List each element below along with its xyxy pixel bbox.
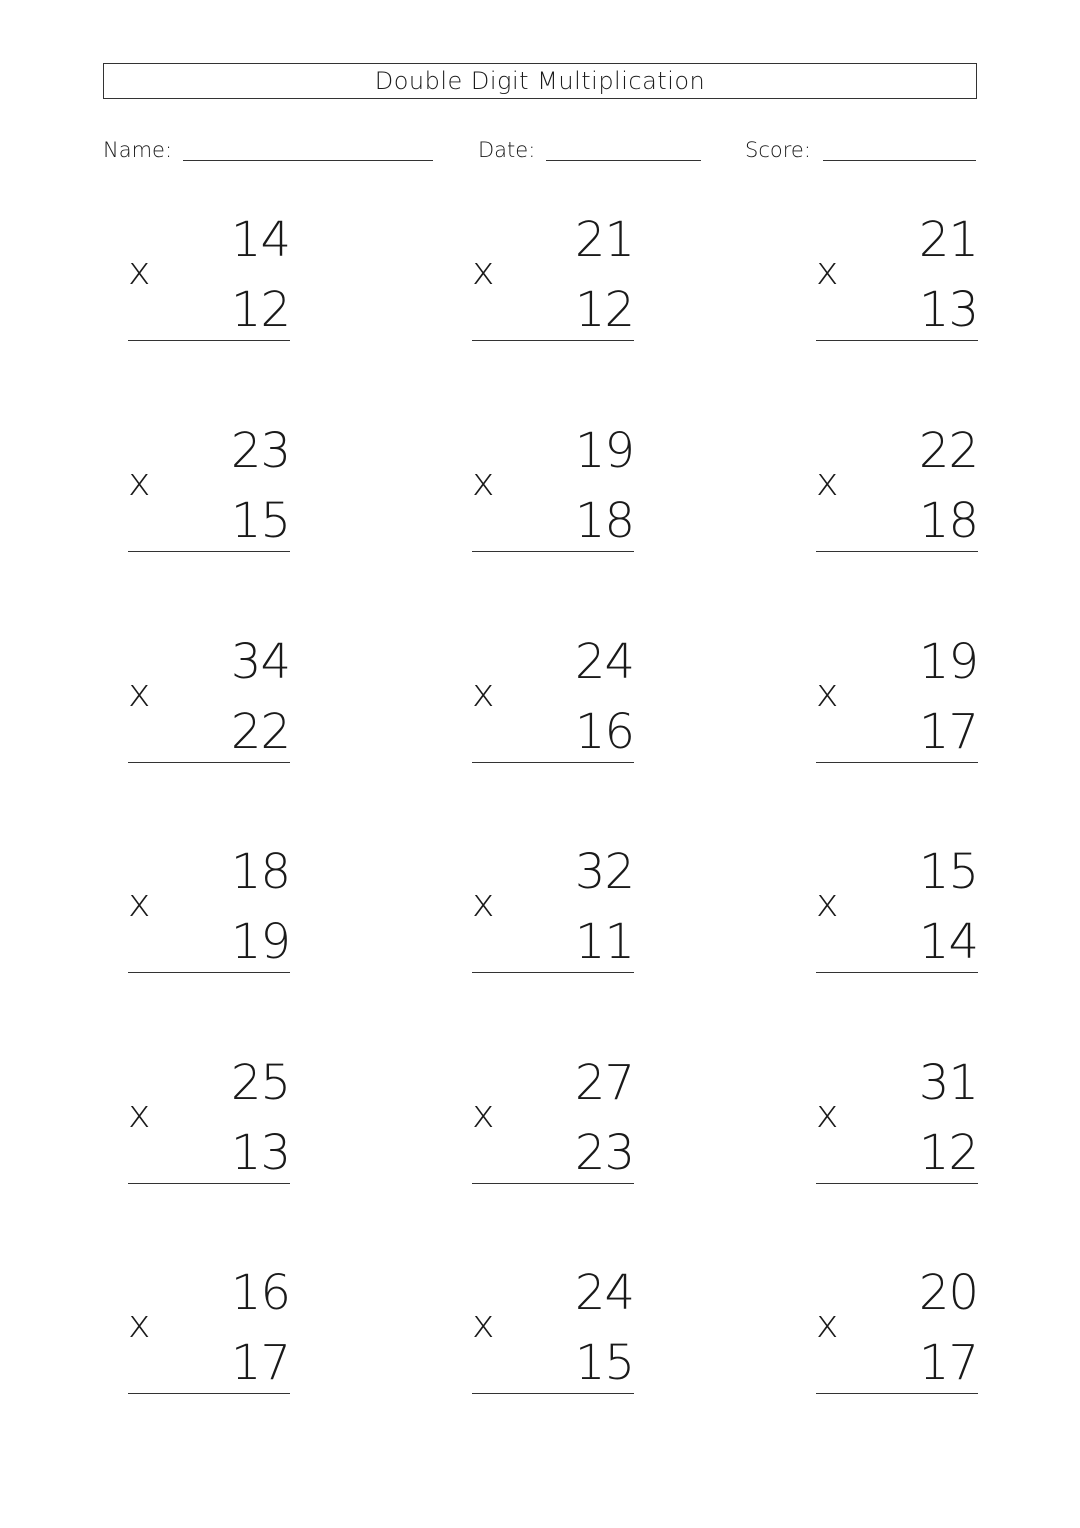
- answer-line[interactable]: [128, 762, 290, 763]
- multiply-sign: x: [816, 1302, 839, 1346]
- answer-line[interactable]: [128, 1393, 290, 1394]
- multiply-sign: x: [128, 881, 151, 925]
- multiply-sign: x: [472, 671, 495, 715]
- multiplicand: 22: [918, 423, 978, 479]
- multiply-sign: x: [128, 671, 151, 715]
- multiplier: 15: [230, 493, 290, 549]
- problem-5: [472, 423, 637, 563]
- multiplicand: 15: [918, 844, 978, 900]
- problem-4: [128, 423, 293, 563]
- multiplicand: 14: [230, 212, 290, 268]
- answer-line[interactable]: [128, 1183, 290, 1184]
- problem-8: [472, 634, 637, 774]
- problem-6: [816, 423, 981, 563]
- multiplicand: 24: [574, 634, 634, 690]
- problem-9: [816, 634, 981, 774]
- multiplier: 13: [918, 282, 978, 338]
- multiply-sign: x: [816, 671, 839, 715]
- multiplier: 13: [230, 1125, 290, 1181]
- problem-17: [472, 1265, 637, 1405]
- multiplicand: 19: [574, 423, 634, 479]
- problem-11: [472, 844, 637, 984]
- worksheet-title: Double Digit Multiplication: [103, 63, 977, 99]
- problem-7: [128, 634, 293, 774]
- answer-line[interactable]: [472, 1183, 634, 1184]
- multiplicand: 25: [230, 1055, 290, 1111]
- answer-line[interactable]: [816, 1183, 978, 1184]
- name-label: Name:: [103, 138, 173, 162]
- multiplier: 17: [918, 704, 978, 760]
- problem-15: [816, 1055, 981, 1195]
- multiplicand: 20: [918, 1265, 978, 1321]
- problem-12: [816, 844, 981, 984]
- answer-line[interactable]: [472, 340, 634, 341]
- multiply-sign: x: [472, 1302, 495, 1346]
- multiplicand: 32: [574, 844, 634, 900]
- multiply-sign: x: [816, 1092, 839, 1136]
- problem-14: [472, 1055, 637, 1195]
- multiply-sign: x: [128, 1092, 151, 1136]
- date-field[interactable]: [546, 160, 701, 161]
- multiplicand: 27: [574, 1055, 634, 1111]
- problem-16: [128, 1265, 293, 1405]
- multiply-sign: x: [816, 460, 839, 504]
- answer-line[interactable]: [472, 972, 634, 973]
- multiplier: 15: [574, 1335, 634, 1391]
- multiplier: 11: [574, 914, 634, 970]
- answer-line[interactable]: [816, 340, 978, 341]
- problem-3: [816, 212, 981, 352]
- multiplicand: 23: [230, 423, 290, 479]
- multiplicand: 31: [918, 1055, 978, 1111]
- multiplier: 23: [574, 1125, 634, 1181]
- answer-line[interactable]: [128, 551, 290, 552]
- date-label: Date:: [478, 138, 536, 162]
- multiplier: 12: [230, 282, 290, 338]
- multiply-sign: x: [128, 1302, 151, 1346]
- answer-line[interactable]: [816, 762, 978, 763]
- multiplier: 19: [230, 914, 290, 970]
- score-label: Score:: [745, 138, 811, 162]
- multiply-sign: x: [472, 1092, 495, 1136]
- multiply-sign: x: [128, 460, 151, 504]
- problem-18: [816, 1265, 981, 1405]
- multiply-sign: x: [472, 460, 495, 504]
- multiply-sign: x: [472, 881, 495, 925]
- multiplicand: 34: [230, 634, 290, 690]
- multiplier: 17: [918, 1335, 978, 1391]
- name-field[interactable]: [183, 160, 433, 161]
- multiplicand: 19: [918, 634, 978, 690]
- multiplicand: 21: [918, 212, 978, 268]
- answer-line[interactable]: [128, 972, 290, 973]
- multiplier: 12: [574, 282, 634, 338]
- multiplier: 22: [230, 704, 290, 760]
- answer-line[interactable]: [816, 972, 978, 973]
- answer-line[interactable]: [472, 1393, 634, 1394]
- multiplier: 16: [574, 704, 634, 760]
- multiply-sign: x: [128, 249, 151, 293]
- multiply-sign: x: [472, 249, 495, 293]
- multiplier: 18: [574, 493, 634, 549]
- multiplier: 17: [230, 1335, 290, 1391]
- multiplicand: 21: [574, 212, 634, 268]
- multiplier: 14: [918, 914, 978, 970]
- multiplicand: 16: [230, 1265, 290, 1321]
- multiply-sign: x: [816, 249, 839, 293]
- answer-line[interactable]: [816, 1393, 978, 1394]
- multiply-sign: x: [816, 881, 839, 925]
- multiplier: 12: [918, 1125, 978, 1181]
- answer-line[interactable]: [816, 551, 978, 552]
- answer-line[interactable]: [472, 551, 634, 552]
- answer-line[interactable]: [472, 762, 634, 763]
- multiplicand: 24: [574, 1265, 634, 1321]
- problem-1: [128, 212, 293, 352]
- problem-2: [472, 212, 637, 352]
- answer-line[interactable]: [128, 340, 290, 341]
- multiplier: 18: [918, 493, 978, 549]
- problem-13: [128, 1055, 293, 1195]
- score-field[interactable]: [823, 160, 976, 161]
- problem-10: [128, 844, 293, 984]
- multiplicand: 18: [230, 844, 290, 900]
